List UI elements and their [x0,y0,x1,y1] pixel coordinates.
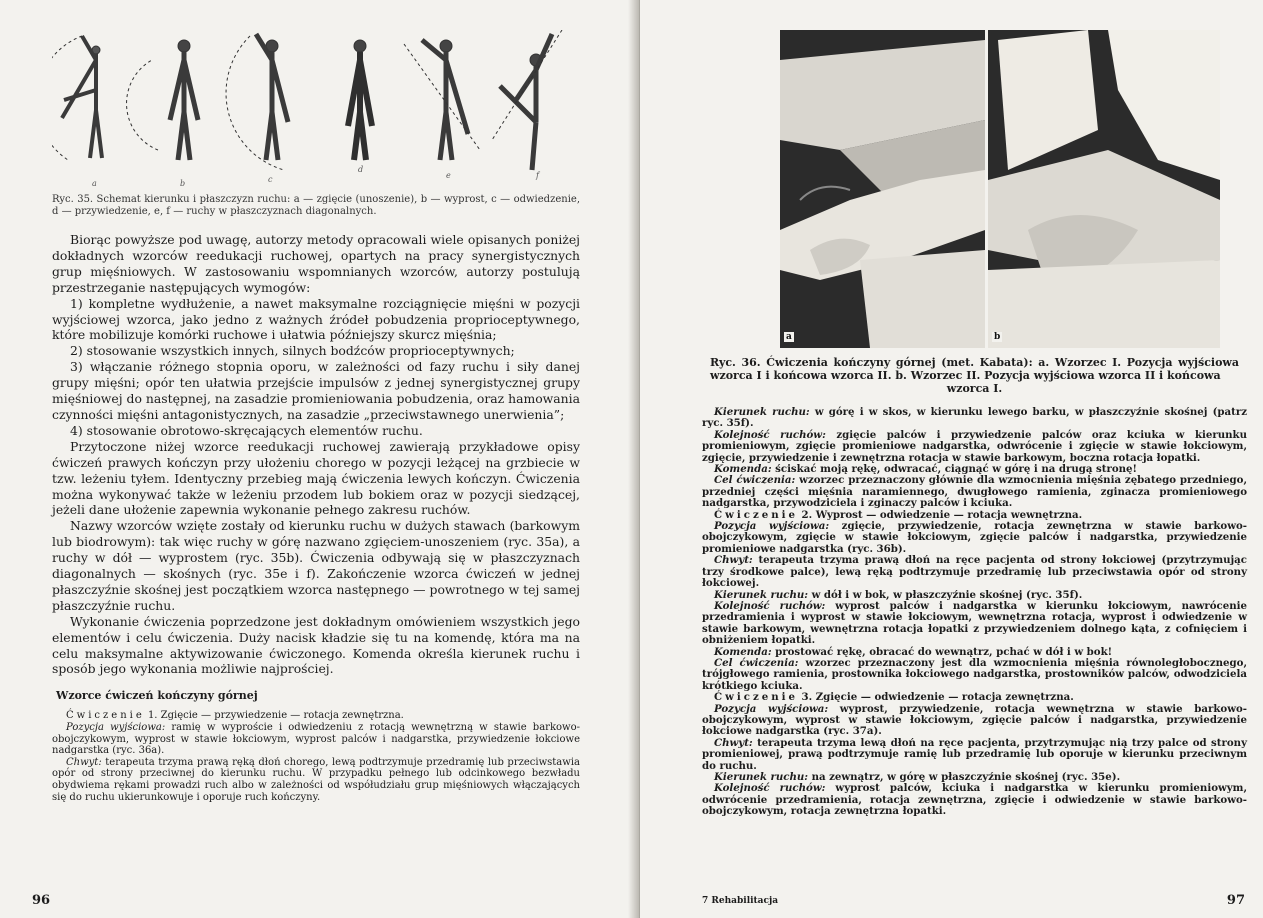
term-text: wyprost, przywiedzenie, rotacja wewnętrzna w stawie barkowo-obojczykowym, wyprost w stawie łokciowym, zgięcie palców i nadgarstka, przywiedzenie łokciowe nadgarstka (ryc. 37a). [702,702,1247,738]
ex2-cel [702,658,1247,692]
ex2-kolejnosc [702,601,1247,647]
term-label: Pozycja wyjściowa: [714,702,829,715]
paragraph: 2) stosowanie wszystkich innych, silnych bodźców proprioceptywnych; [70,343,515,359]
paragraph: 1) kompletne wydłużenie, a nawet maksymalne rozciągnięcie mięśni w pozycji wyjściowej wzorca, jako jedno z ważnych źródeł pobudzenia proprioceptywnego, które mobilizuje komórki ruchowe i ułatwia późniejszy skurcz mięśnia; [52,295,580,343]
term-label: Kolejność ruchów: [714,599,826,612]
left-body-text [52,232,580,677]
figure-36-photos [774,30,1263,348]
running-footer: 7 Rehabilitacja [702,896,779,906]
exercise-title: 3. Zgięcie — odwiedzenie — rotacja zewnętrzna. [797,691,1074,704]
exercise-title: 2. Wyprost — odwiedzenie — rotacja wewnętrzna. [797,508,1083,521]
term-text: terapeuta trzyma prawą ręką dłoń chorego, lewą podtrzymuje przedramię lub przeciwstawia opór od strony przeciwnej do kierunku ruchu. W przypadku pełnego lub odcinkowego bezwładu obydwiema rękami prowadzi ruch albo w zależności od współudziału grup mięśniowych włączających się do ruchu ukierunkowuje i oporuje ruch kończyny. [52,756,580,803]
figure-letter-d: d [358,165,364,174]
photo-a-image [780,30,985,348]
movement-figures-illustration [52,30,580,190]
term-text: terapeuta trzyma prawą dłoń na ręce pacjenta od strony łokciowej (przytrzymując trzy środkowe palce), lewą ręką podtrzymuje przedramię lub przeciwstawia opór od strony łokciowej. [702,554,1247,590]
figure-c [226,34,288,170]
term-text: wyprost palców i nadgarstka w kierunku łokciowym, nawrócenie przedramienia i wyprost w stawie łokciowym, wewnętrzna rotacja, wyprost i odwiedzenie w stawie barkowym, wewnętrzna rotacja łopatki z przywiedzeniem dolnego kąta, z cofnięciem i obniżeniem łopatki. [702,599,1247,647]
figure-35-movement-schemes [52,30,580,190]
term-label: Komenda: [714,645,772,658]
exercise-label: Ćwiczenie [714,508,798,521]
paragraph: Biorąc powyższe pod uwagę, autorzy metody opracowali wiele opisanych poniżej dokładnych wzorców reedukacji ruchowej, opartych na pracy synergistycznych grup mięśniowych. W zastosowaniu wspomnianych wzorców, autorzy postulują przestrzeganie następujących wymogów: [52,232,580,295]
right-exercise-text [702,407,1247,818]
term-text: wyprost palców, kciuka i nadgarstka w kierunku promieniowym, odwrócenie przedramienia, rotacja zewnętrzna, zgięcie i odwiedzenie w stawie barkowo-obojczykowym, rotacja zewnętrzna łopatki. [702,782,1248,818]
paragraph: Wykonanie ćwiczenia poprzedzone jest dokładnym omówieniem wszystkich jego elementów i celu ćwiczenia. Duży nacisk kładzie się tu na komendę, która ma na celu maksymalne aktywizowanie ćwiczonego. Komenda określa kierunek ruchu i sposób jego wykonania możliwie najprościej. [52,613,580,677]
term-label: Chwyt: [714,736,753,749]
figure-letter-f: f [536,171,539,180]
term-text: ściskać moją rękę, odwracać, ciągnąć w górę i na drugą stronę! [771,463,1138,476]
term-label: Kierunek ruchu: [714,771,809,783]
term-label: Kierunek ruchu: [714,406,810,418]
figure-letter-e: e [446,171,451,180]
photo-b-image [988,30,1220,348]
ex3-chwyt [702,738,1247,772]
term-label: Cel ćwiczenia: [714,656,799,669]
page-number-left: 96 [32,893,51,908]
paragraph: 3) włączanie różnego stopnia oporu, w zależności od fazy ruchu i siły danej grupy mięśni; opór ten ułatwia przejście impulsów z jednej synergistycznej grupy mięśniowej do następnej, na zasadzie promieniowania pobudzenia, oraz hamowania czynności mięśni antagonistycznych, na zasadzie „przeciwstawnego unerwienia”; [52,359,580,422]
term-text: terapeuta trzyma lewą dłoń na ręce pacjenta, przytrzymując nią trzy palce od strony promieniowej, prawą podtrzymuje ramię lub przedramię lub oporuje w kierunku przeciwnym do ruchu. [702,736,1247,772]
term-label: Chwyt: [714,554,753,567]
ex1-cel [702,475,1247,509]
exercise-label: Ćwiczenie [66,710,145,722]
term-label: Kolejność ruchów: [714,428,826,441]
exercise-1-chwyt [52,757,580,803]
term-label: Pozycja wyjściowa: [714,520,830,533]
term-label: Pozycja wyjściowa: [66,721,166,733]
photo-a [780,30,985,348]
paragraph: 4) stosowanie obrotowo-skręcających elementów ruchu. [70,422,423,438]
figure-35-caption: Ryc. 35. Schemat kierunku i płaszczyzn ruchu: a — zgięcie (unoszenie), b — wyprost, c — odwiedzenie, d — przywiedzenie, e, f — ruchy w płaszczyznach diagonalnych. [52,194,580,217]
figure-letter-b: b [180,179,186,188]
exercise-label: Ćwiczenie [714,691,798,704]
term-label: Kierunek ruchu: [714,588,809,601]
page-number-right: 97 [1226,893,1245,908]
term-label: Kolejność ruchów: [714,782,826,795]
figure-f [492,30,562,170]
exercise-1-heading [52,710,580,722]
exercise-1-block [52,710,580,803]
ex2-pozycja [702,521,1247,555]
figure-36-caption [710,356,1239,395]
term-text: na zewnątrz, w górę w płaszczyźnie skośnej (ryc. 35e). [808,771,1121,783]
ex3-pozycja [702,704,1247,738]
photo-b [988,30,1220,348]
term-text: w górę i w skos, w kierunku lewego barku, w płaszczyźnie skośnej (patrz ryc. 35f). [702,406,1248,430]
figure-b [127,40,198,160]
term-text: zgięcie palców i przywiedzenie palców oraz kciuka w kierunku promieniowym, zgięcie promieniowe nadgarstka, odwrócenie i zgięcie w stawie łokciowym, zgięcie, przywiedzenie i zewnętrzna rotacja w stawie barkowym, boczna rotacja łopatki. [702,428,1248,464]
exercise-title: 1. Zgięcie — przywiedzenie — rotacja zewnętrzna. [144,710,404,722]
term-text: prostować rękę, obracać do wewnątrz, pchać w dół i w bok! [771,645,1113,658]
right-page [640,0,1263,918]
term-text: ramię w wyproście i odwiedzeniu z rotacją wewnętrzną w stawie barkowo-obojczykowym, wyprost w stawie łokciowym, wyprost palców i nadgarstka, przywiedzenie łokciowe nadgarstka (ryc. 36a). [52,721,580,757]
ex1-kolejnosc [702,430,1247,464]
term-label: Komenda: [714,463,772,476]
term-text: wzorzec przeznaczony głównie dla wzmocnienia mięśnia zębatego przedniego, przedniej części mięśnia naramiennego, dwugłowego ramienia, zginacza promieniowego nadgarstka, przywodziciela i zginaczy palców i kciuka. [702,474,1247,510]
exercise-1-pozycja [52,722,580,757]
ex2-chwyt [702,555,1247,589]
figure-letter-a: a [92,179,97,188]
photo-label-a: a [786,332,792,342]
figure-a [52,36,102,160]
caption-end: wzorca I. [946,382,1003,395]
term-text: wzorzec przeznaczony jest dla wzmocnienia mięśnia równoległobocznego, trójgłowego ramienia, prostownika łokciowego nadgarstka, prostowników palców, odwodziciela krótkiego kciuka. [702,656,1247,692]
section-heading: Wzorce ćwiczeń kończyny górnej [56,689,258,703]
photo-label-b: b [994,332,1001,342]
caption-text: Ryc. 36. Ćwiczenia kończyny górnej (met. Kabata): a. Wzorzec I. Pozycja wyjściowa wzorca I i końcowa wzorca II. b. Wzorzec II. Pozycja wyjściowa wzorca II i końcowa [710,356,1239,382]
term-label: Cel ćwiczenia: [714,474,796,487]
figure-d [348,40,372,160]
ex1-kierunek [702,407,1247,430]
ex3-kolejnosc [702,783,1247,817]
paragraph: Nazwy wzorców wzięte zostały od kierunku ruchu w dużych stawach (barkowym lub biodrowym): tak więc ruchy w górę nazwano zgięciem-unoszeniem (ryc. 35a), a ruchy w dół — wyprostem (ryc. 35b). Ćwiczenia odbywają się w płaszczyznach diagonalnych — skośnych (ryc. 35e i f). Zakończenie wzorca ćwiczeń w jednej płaszczyźnie skośnej jest początkiem wzorca następnego — powrotnego w tej samej płaszczyźnie ruchu. [52,518,580,613]
figure-letter-c: c [268,175,273,184]
figure-e [404,40,480,160]
term-text: zgięcie, przywiedzenie, rotacja zewnętrzna w stawie barkowo-obojczykowym, zgięcie w stawie łokciowym, zgięcie palców i nadgarstka, przywiedzenie promieniowe nadgarstka (ryc. 36b). [702,520,1247,555]
term-label: Chwyt: [66,756,102,768]
term-text: w dół i w bok, w płaszczyźnie skośnej (ryc. 35f). [808,588,1083,601]
paragraph: Przytoczone niżej wzorce reedukacji ruchowej zawierają przykładowe opisy ćwiczeń prawych kończyn przy ułożeniu chorego w pozycji leżącej na grzbiecie w tzw. leżeniu tyłem. Identyczny przebieg mają ćwiczenia lewych kończyn. Ćwiczenia można wykonywać także w leżeniu przodem lub bokiem oraz w pozycji siedzącej, jeżeli dane ułożenie zapewnia wykonanie pełnego zakresu ruchów. [52,438,580,518]
